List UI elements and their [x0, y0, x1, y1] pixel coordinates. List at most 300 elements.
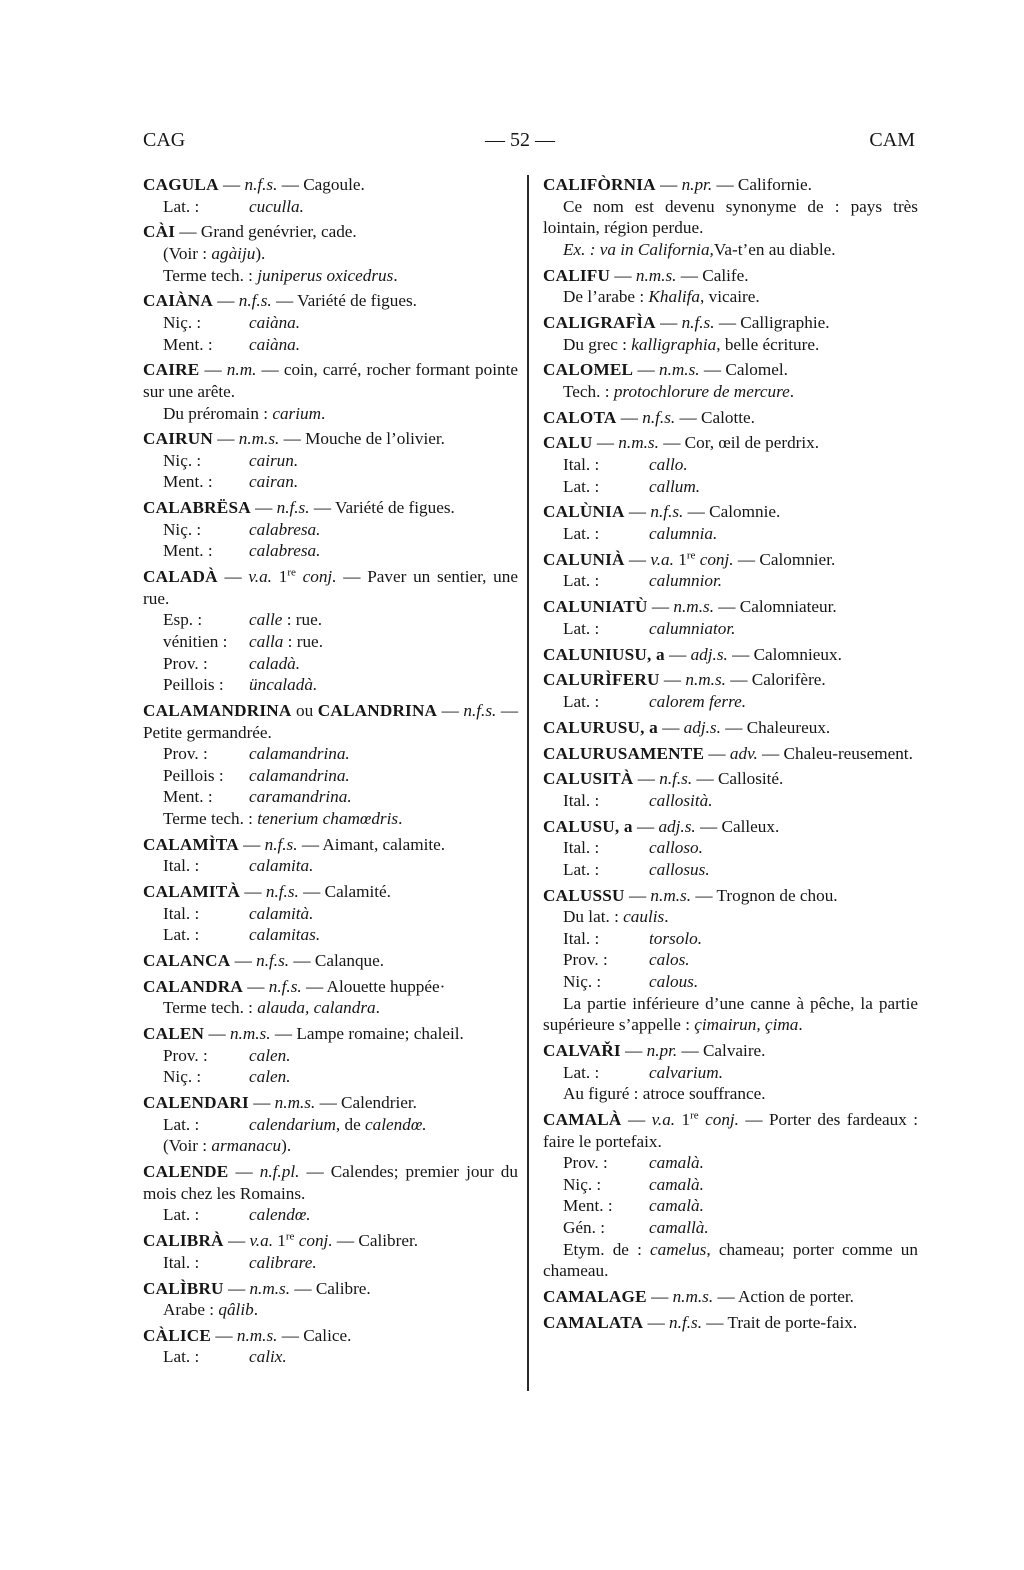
- headword: CALURUSU, a: [543, 717, 658, 737]
- dictionary-entry: [543, 1040, 918, 1105]
- entry-head: CALOMEL — n.m.s. — Calomel.: [543, 360, 788, 380]
- dictionary-entry: [143, 174, 518, 217]
- cognate-form-2: calendœ.: [365, 1114, 427, 1134]
- grammar-tag: adj.s.: [683, 717, 721, 737]
- definition: Calomnie.: [709, 502, 781, 522]
- cognate-form: cairan.: [249, 472, 299, 492]
- note-suffix: .: [664, 907, 669, 927]
- headword: CALOTA: [543, 407, 617, 427]
- cognate-form: callum.: [649, 476, 701, 496]
- language-label: Prov. :: [163, 1045, 208, 1065]
- headword: CAIÀNA: [143, 291, 213, 311]
- note-term: protochlorure de mercure: [613, 381, 790, 401]
- definition: Alouette huppée·: [326, 976, 446, 996]
- etymology-line: [543, 1217, 918, 1239]
- cognate-form: caramandrina.: [249, 787, 352, 807]
- etymology-line: [543, 837, 918, 859]
- dictionary-entry: [543, 816, 918, 881]
- conjugation-number: 1: [681, 1109, 691, 1129]
- definition: Trognon de chou.: [716, 885, 838, 905]
- definition: Calendrier.: [341, 1093, 417, 1113]
- definition: Calligraphie.: [740, 312, 830, 332]
- language-label: Ital. :: [163, 856, 200, 876]
- cognate-form: cairun.: [249, 450, 299, 470]
- definition: Californie.: [737, 175, 812, 194]
- note-line: [143, 1299, 518, 1321]
- entry-head: CÀLICE — n.m.s. — Calice.: [143, 1325, 352, 1345]
- etymology-line: [543, 476, 918, 498]
- dictionary-entry: [143, 290, 518, 355]
- note-line: [543, 381, 918, 403]
- cognate-form: calix.: [249, 1347, 287, 1367]
- dictionary-entry: [543, 743, 918, 765]
- note-prefix: Tech. :: [563, 381, 614, 401]
- headword: CALÌBRU: [143, 1278, 224, 1298]
- note-suffix: , vicaire.: [700, 287, 760, 307]
- cognate-form: torsolo.: [649, 928, 703, 948]
- etymology-line: [143, 334, 518, 356]
- grammar-tag: n.m.s.: [274, 1093, 316, 1113]
- note-line: [543, 286, 918, 308]
- conjugation-ordinal: re: [285, 1230, 295, 1243]
- grammar-tag: adv.: [729, 743, 758, 763]
- dictionary-entry: [143, 1092, 518, 1157]
- definition: Calomniateur.: [739, 597, 837, 617]
- note-suffix: .: [398, 808, 403, 828]
- etymology-line: [143, 786, 518, 808]
- language-label: Niç. :: [163, 1067, 202, 1087]
- etymology-line: [143, 196, 518, 218]
- cognate-form: calabresa.: [249, 519, 321, 539]
- dictionary-entry: [543, 1109, 918, 1282]
- etymology-line: [543, 859, 918, 881]
- cognate-form: callo.: [649, 455, 688, 475]
- etymology-line: [543, 949, 918, 971]
- dictionary-entry: [543, 174, 918, 260]
- dictionary-entry: [543, 359, 918, 402]
- entry-head: CÀI — Grand genévrier, cade.: [143, 222, 357, 242]
- grammar-tag: n.f.s.: [264, 834, 298, 854]
- etymology-line: [143, 540, 518, 562]
- dictionary-entry: [143, 1161, 518, 1226]
- entry-head: CALUSU, a — adj.s. — Calleux.: [543, 816, 780, 836]
- note-suffix: .: [253, 1300, 258, 1320]
- etymology-line: [143, 471, 518, 493]
- dictionary-entry: [143, 1023, 518, 1088]
- headword: CÀI: [143, 222, 176, 242]
- cognate-form: calamandrina.: [249, 765, 350, 785]
- definition: Aimant, calamite.: [322, 834, 446, 854]
- note-prefix: Terme tech. :: [163, 265, 258, 285]
- dictionary-entry: [143, 950, 518, 972]
- language-label: Prov. :: [163, 744, 208, 764]
- cognate-form: calorem ferre.: [649, 691, 747, 711]
- dictionary-entry: [143, 497, 518, 562]
- grammar-tag: n.m.s.: [618, 433, 659, 453]
- headword: CALIFÒRNIA: [543, 175, 656, 194]
- etymology-line: [543, 971, 918, 993]
- cognate-form: calen.: [249, 1045, 291, 1065]
- note-suffix: Va-t’en au diable.: [713, 239, 836, 259]
- language-label: Niç. :: [563, 1174, 602, 1194]
- etymology-line: [543, 1195, 918, 1217]
- entry-head: CALAMITÀ — n.f.s. — Calamité.: [143, 882, 391, 902]
- dictionary-entry: [143, 834, 518, 877]
- etymology-line: [543, 928, 918, 950]
- dictionary-entry: [143, 881, 518, 946]
- grammar-tag: n.f.s.: [244, 175, 278, 194]
- definition: Chaleureux.: [746, 717, 831, 737]
- etymology-line: [543, 454, 918, 476]
- language-label: Niç. :: [163, 312, 202, 332]
- definition: Porter des fardeaux : faire le portefaix.: [543, 1109, 919, 1151]
- note-term: qâlib: [218, 1300, 254, 1320]
- language-label: Ment. :: [163, 334, 213, 354]
- language-label: Niç. :: [163, 519, 202, 539]
- etymology-line: [543, 1062, 918, 1084]
- running-head-left: CAG: [143, 129, 186, 151]
- dictionary-entry: [143, 700, 518, 830]
- etymology-line: [143, 519, 518, 541]
- dictionary-entry: [543, 549, 918, 592]
- cognate-form: camalà.: [649, 1153, 704, 1173]
- headword: CALUNIATÙ: [543, 597, 648, 617]
- definition: Calanque.: [314, 951, 385, 971]
- conjugation-label: conj.: [705, 1109, 739, 1129]
- conjugation-label: conj.: [699, 549, 734, 569]
- language-label: Ital. :: [163, 1252, 200, 1272]
- etymology-line: [143, 1045, 518, 1067]
- gloss: , de: [335, 1114, 366, 1134]
- cognate-form: calibrare.: [249, 1252, 317, 1272]
- cognate-form: calle: [249, 610, 283, 630]
- cognate-form: üncaladà.: [249, 675, 318, 695]
- etymology-line: [143, 674, 518, 696]
- definition: Calendes; premier jour du mois chez les Romains.: [143, 1162, 518, 1203]
- entry-head: CALUNIUSU, a — adj.s. — Calomnieux.: [543, 644, 842, 664]
- definition: Calorifère.: [751, 670, 826, 690]
- note-term: kalligraphia: [631, 334, 717, 354]
- grammar-tag: n.m.s.: [672, 1286, 714, 1306]
- language-label: Ment. :: [563, 1196, 613, 1216]
- definition: Chaleu-reusement.: [783, 743, 913, 763]
- language-label: Lat. :: [563, 524, 600, 544]
- etymology-line: [143, 450, 518, 472]
- language-label: Lat. :: [163, 1114, 200, 1134]
- entry-head: CALURUSU, a — adj.s. — Chaleureux.: [543, 717, 831, 737]
- grammar-tag: n.m.s.: [229, 1024, 271, 1044]
- note-prefix: De l’arabe :: [563, 287, 649, 307]
- etymology-line: [143, 855, 518, 877]
- entry-head: CALIGRAFÌA — n.f.s. — Calligraphie.: [543, 312, 830, 332]
- grammar-tag: n.f.s.: [669, 1312, 702, 1332]
- etymology-line: [543, 570, 918, 592]
- cognate-form: calabresa.: [249, 541, 321, 561]
- language-label: Esp. :: [163, 610, 203, 630]
- language-label: Lat. :: [163, 1347, 200, 1367]
- grammar-tag: n.f.s.: [276, 498, 310, 518]
- conjugation-number: 1: [278, 567, 288, 587]
- language-label: Ment. :: [163, 472, 213, 492]
- headword: CALANDRA: [143, 976, 243, 996]
- note-suffix: .: [375, 998, 380, 1018]
- entry-head: CALU — n.m.s. — Cor, œil de perdrix.: [543, 433, 820, 453]
- headword: CALOMEL: [543, 360, 634, 380]
- note-text: Ce nom est devenu synonyme de : pays très lointain, région perdue.: [543, 196, 918, 238]
- cognate-form: camalà.: [649, 1174, 704, 1194]
- entry-head: CALUNIATÙ — n.m.s. — Calomniateur.: [543, 597, 837, 617]
- dictionary-entry: [543, 265, 918, 308]
- dictionary-entry: [543, 644, 918, 666]
- cognate-form: calamitas.: [249, 925, 321, 945]
- cognate-form: calamandrina.: [249, 744, 350, 764]
- note-term: tenerium chamœdris: [257, 808, 399, 828]
- definition: Variété de figues.: [297, 291, 417, 311]
- entry-head: CALOTA — n.f.s. — Calotte.: [543, 407, 755, 427]
- note-term: Khalifa: [648, 287, 700, 307]
- note-term: alauda, calandra: [257, 998, 376, 1018]
- cognate-form: camallà.: [649, 1217, 709, 1237]
- note-suffix: .: [393, 265, 398, 285]
- conjugation-label: conj.: [298, 1231, 333, 1251]
- etymology-line: [543, 691, 918, 713]
- language-label: Prov. :: [563, 950, 608, 970]
- headword: CALURÌFERU: [543, 670, 660, 690]
- etymology-line: [543, 1152, 918, 1174]
- note-suffix: .: [789, 381, 795, 401]
- language-label: Peillois :: [163, 675, 224, 695]
- etymology-line: [143, 1252, 518, 1274]
- grammar-tag: n.f.s.: [681, 312, 715, 332]
- entry-head: CALEN — n.m.s. — Lampe romaine; chaleil.: [143, 1024, 464, 1044]
- note-term: agàiju: [211, 243, 256, 263]
- cognate-form: calous.: [649, 972, 699, 991]
- grammar-tag: n.m.s.: [673, 597, 714, 617]
- grammar-tag: n.f.pl.: [259, 1162, 300, 1182]
- entry-head: CAIRE — n.m. — coin, carré, rocher formant pointe sur une arête.: [143, 360, 519, 401]
- etymology-line: [143, 903, 518, 925]
- etymology-line: [543, 618, 918, 640]
- definition: Calleux.: [721, 816, 780, 836]
- language-label: Ital. :: [563, 928, 600, 948]
- headword: CAMALAGE: [543, 1286, 647, 1306]
- dictionary-entry: [143, 1325, 518, 1368]
- page-number: — 52 —: [485, 129, 555, 151]
- note-suffix: , belle écriture.: [716, 334, 820, 354]
- note-line: [543, 1083, 918, 1105]
- note-tail: .: [798, 1015, 803, 1035]
- entry-head: CALUNIÀ — v.a. 1re conj. — Calomnier.: [543, 549, 836, 569]
- definition: Variété de figues.: [335, 498, 455, 518]
- note-line: [143, 243, 518, 265]
- headword: CALABRËSA: [143, 498, 251, 518]
- note-prefix: Terme tech. :: [163, 808, 258, 828]
- dictionary-entry: [543, 717, 918, 739]
- grammar-tag: v.a.: [650, 549, 674, 569]
- language-label: Peillois :: [163, 765, 224, 785]
- definition: Calife.: [702, 265, 749, 285]
- language-label: Lat. :: [563, 691, 600, 711]
- dictionary-entry: [143, 359, 518, 424]
- headword: CALU: [543, 433, 593, 453]
- headword-variant: CALANDRINA: [317, 700, 438, 720]
- grammar-tag: adj.s.: [658, 816, 696, 836]
- language-label: Lat. :: [563, 476, 600, 496]
- language-label: Ital. :: [563, 838, 600, 858]
- entry-head: CALAMANDRINA ou CALANDRINA — n.f.s. — Petite germandrée.: [143, 700, 519, 742]
- etymology-line: [143, 765, 518, 787]
- cognate-form: calen.: [249, 1067, 291, 1087]
- note-term: carium: [272, 403, 322, 423]
- language-label: Prov. :: [163, 653, 208, 673]
- etymology-line: [543, 523, 918, 545]
- definition: Paver un sentier, une rue.: [143, 567, 518, 608]
- definition: Calomel.: [725, 360, 788, 380]
- note-prefix: Terme tech. :: [163, 998, 258, 1018]
- definition: Calomnier.: [759, 549, 836, 569]
- dictionary-entry: [543, 1286, 918, 1308]
- dictionary-entry: [543, 596, 918, 639]
- entry-head: CAGULA — n.f.s. — Cagoule.: [143, 175, 365, 194]
- language-label: Ment. :: [163, 541, 213, 561]
- grammar-tag: n.f.s.: [650, 502, 684, 522]
- language-label: Lat. :: [563, 859, 600, 879]
- note-paragraph: [543, 1239, 918, 1282]
- grammar-tag: n.m.s.: [249, 1278, 291, 1298]
- entry-head: CAMALAGE — n.m.s. — Action de porter.: [543, 1286, 854, 1306]
- cognate-form: callosità.: [649, 790, 713, 810]
- headword: CALUSSU: [543, 885, 625, 905]
- conjugation-ordinal: re: [287, 566, 296, 579]
- entry-head: CALANCA — n.f.s. — Calanque.: [143, 951, 385, 971]
- headword: CAMALATA: [543, 1312, 644, 1332]
- headword: CALVAŘI: [543, 1040, 621, 1060]
- conjugation-ordinal: re: [686, 549, 696, 562]
- cognate-form: calloso.: [649, 838, 703, 858]
- dictionary-entry: [143, 221, 518, 286]
- language-label: Ital. :: [563, 790, 600, 810]
- grammar-tag: n.f.s.: [265, 882, 299, 902]
- language-label: Lat. :: [563, 618, 600, 638]
- entry-head: CALAMÌTA — n.f.s. — Aimant, calamite.: [143, 834, 446, 854]
- note-line: [543, 239, 918, 261]
- note-prefix: (Voir :: [163, 243, 212, 263]
- entry-head: CALANDRA — n.f.s. — Alouette huppée·: [143, 976, 446, 996]
- running-head-right: CAM: [869, 129, 915, 151]
- grammar-tag: v.a.: [249, 1231, 273, 1251]
- definition: Calomnieux.: [753, 644, 842, 664]
- note-prefix: Du grec :: [563, 334, 632, 354]
- language-label: Prov. :: [563, 1153, 608, 1173]
- headword: CALIBRÀ: [143, 1231, 224, 1251]
- headword: CAIRE: [143, 360, 200, 380]
- language-label: Niç. :: [563, 972, 602, 991]
- headword: CALANCA: [143, 951, 231, 971]
- dictionary-entry: [543, 885, 918, 1036]
- note-text: Etym. de :: [563, 1239, 651, 1259]
- headword: CALUSU, a: [543, 816, 633, 836]
- note-line: [143, 403, 518, 425]
- definition: Calice.: [303, 1325, 352, 1345]
- note-suffix: ).: [281, 1136, 292, 1156]
- language-label: Gén. :: [563, 1217, 606, 1237]
- entry-head: CALIFÒRNIA — n.pr. — Californie.: [543, 175, 812, 194]
- dictionary-entry: [543, 312, 918, 355]
- note-prefix: Du préromain :: [163, 403, 273, 423]
- right-column: [543, 174, 918, 1337]
- cognate-form: calumnia.: [649, 524, 718, 544]
- dictionary-entry: [543, 669, 918, 712]
- cognate-form: calumnior.: [649, 571, 723, 591]
- definition: Calotte.: [700, 407, 755, 427]
- note-term: camelus: [650, 1239, 707, 1259]
- entry-head: CALURÌFERU — n.m.s. — Calorifère.: [543, 670, 826, 690]
- note-line: [143, 808, 518, 830]
- cognate-form: calendarium: [249, 1114, 336, 1134]
- language-label: Lat. :: [163, 196, 200, 216]
- grammar-tag: n.m.s.: [659, 360, 700, 380]
- definition: Cor, œil de perdrix.: [684, 433, 820, 453]
- note-suffix: .: [321, 403, 326, 423]
- note-term: çimairun, çima: [694, 1015, 799, 1035]
- entry-head: CAIÀNA — n.f.s. — Variété de figues.: [143, 291, 417, 311]
- conjunction: ou: [296, 700, 314, 720]
- dictionary-entry: [543, 407, 918, 429]
- dictionary-entry: [543, 432, 918, 497]
- note-prefix: Au figuré : atroce souffrance.: [563, 1084, 766, 1104]
- entry-head: CALURUSAMENTE — adv. — Chaleu-reusement.: [543, 743, 913, 763]
- language-label: Ital. :: [163, 903, 200, 923]
- etymology-line: [143, 1114, 518, 1136]
- conjugation-number: 1: [277, 1231, 286, 1251]
- note-line: [543, 906, 918, 928]
- note-term: caulis: [623, 907, 665, 927]
- cognate-form: calamità.: [249, 903, 314, 923]
- definition: Mouche de l’olivier.: [305, 429, 445, 449]
- cognate-form: cuculla.: [249, 196, 304, 216]
- etymology-line: [143, 653, 518, 675]
- language-label: vénitien :: [163, 632, 228, 651]
- entry-head: CALENDARI — n.m.s. — Calendrier.: [143, 1093, 417, 1113]
- headword: CÀLICE: [143, 1325, 212, 1345]
- definition: Trait de porte-faix.: [727, 1312, 858, 1332]
- entry-head: CAMALÀ — v.a. 1re conj. — Porter des fardeaux : faire le portefaix.: [543, 1109, 919, 1151]
- entry-head: CALABRËSA — n.f.s. — Variété de figues.: [143, 498, 455, 518]
- cognate-form: calla: [249, 632, 284, 651]
- cognate-form: camalà.: [649, 1196, 704, 1216]
- language-label: Ment. :: [163, 787, 213, 807]
- definition: Calibrer.: [358, 1231, 419, 1251]
- etymology-line: [143, 312, 518, 334]
- entry-head: CALIFU — n.m.s. — Calife.: [543, 265, 749, 285]
- etymology-line: [143, 743, 518, 765]
- entry-head: CALIBRÀ — v.a. 1re conj. — Calibrer.: [143, 1230, 419, 1251]
- left-column: [143, 174, 518, 1372]
- definition: Lampe romaine; chaleil.: [296, 1024, 464, 1044]
- cognate-form: calos.: [649, 950, 690, 970]
- dictionary-entry: [543, 501, 918, 544]
- entry-head: CALUSITÀ — n.f.s. — Callosité.: [543, 769, 784, 789]
- cognate-form: calendœ.: [249, 1205, 311, 1225]
- grammar-tag: n.m.s.: [635, 265, 677, 285]
- dictionary-entry: [143, 566, 518, 696]
- dictionary-entry: [543, 768, 918, 811]
- headword: CALUNIUSU, a: [543, 644, 665, 664]
- entry-head: CALVAŘI — n.pr. — Calvaire.: [543, 1040, 766, 1060]
- entry-head: CAIRUN — n.m.s. — Mouche de l’olivier.: [143, 429, 445, 449]
- entry-head: CALUSSU — n.m.s. — Trognon de chou.: [543, 885, 838, 905]
- headword: CALIGRAFÌA: [543, 312, 656, 332]
